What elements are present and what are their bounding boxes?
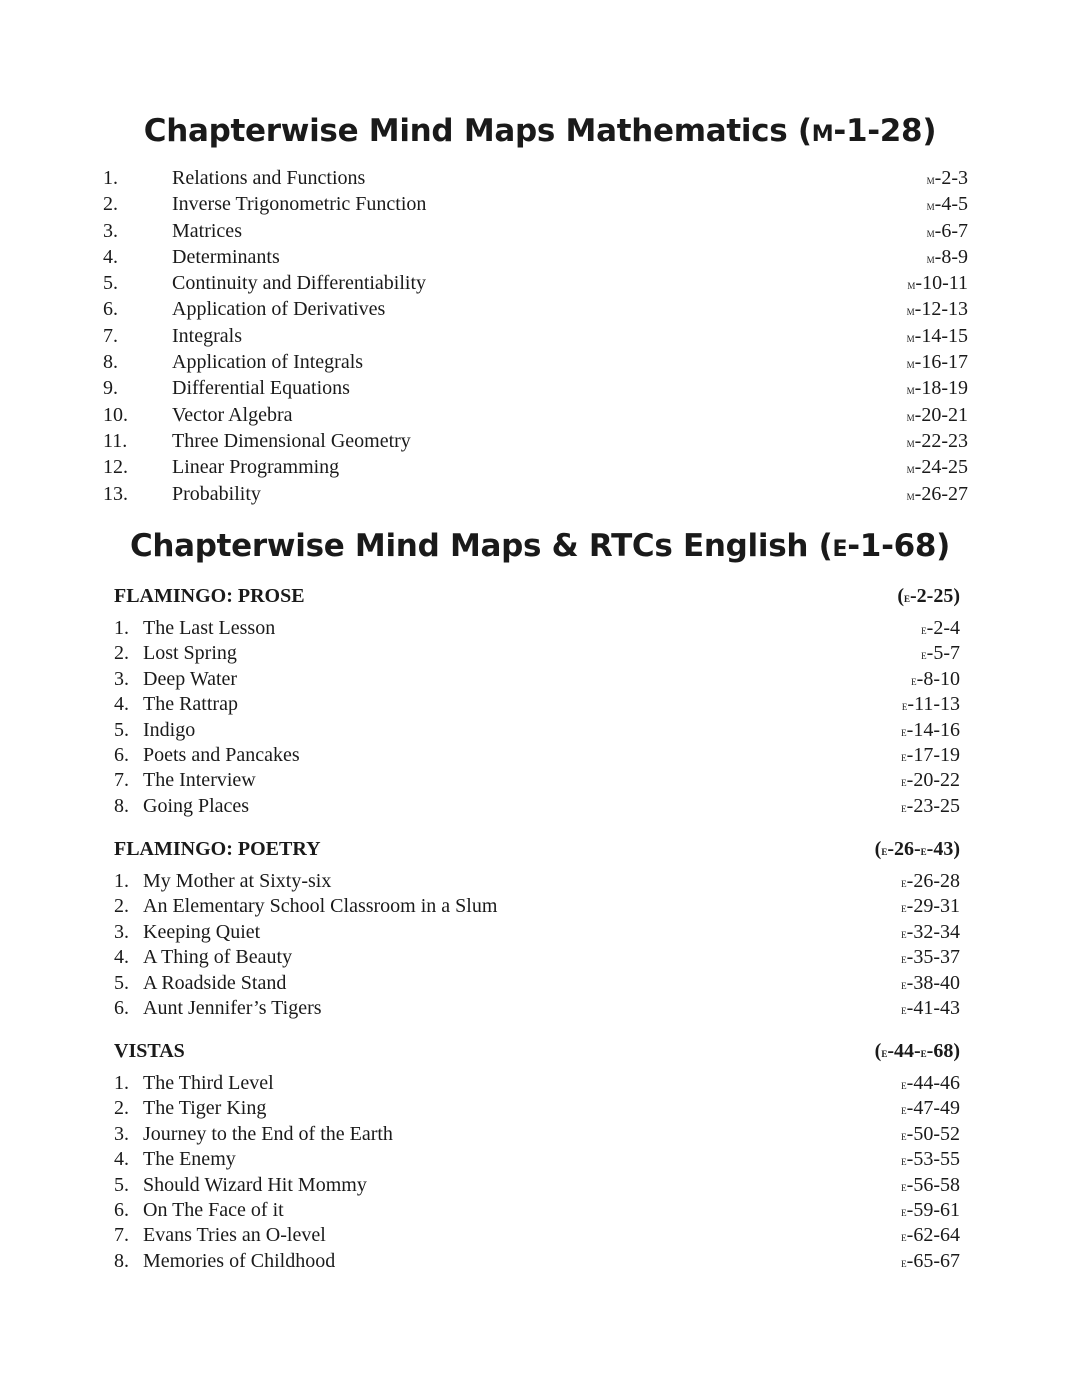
page-prefix: e — [901, 774, 907, 790]
chapter-number: 6. — [114, 1198, 129, 1221]
chapter-title: The Tiger King — [143, 1097, 267, 1120]
page-numbers: -20-22 — [906, 769, 960, 792]
page-range — [921, 641, 960, 667]
chapter-number: 8. — [114, 1249, 129, 1272]
page-prefix: e — [901, 799, 907, 815]
page-range — [901, 869, 960, 895]
english-section-prose — [114, 581, 960, 819]
page-prefix: e — [901, 900, 907, 916]
chapter-row — [103, 375, 968, 401]
page-range — [901, 1147, 960, 1173]
range-numbers: -68) — [926, 1040, 960, 1062]
chapter-row — [114, 616, 960, 641]
chapter-number: 1. — [103, 167, 118, 189]
chapter-number: 4. — [114, 693, 129, 716]
page-prefix: e — [911, 672, 917, 688]
chapter-row — [103, 454, 968, 480]
chapter-row — [114, 945, 960, 970]
page-numbers: -8-9 — [934, 245, 968, 268]
page-range — [902, 692, 960, 718]
page-prefix: e — [901, 1229, 907, 1245]
chapter-row — [103, 402, 968, 428]
page-numbers: -47-49 — [906, 1097, 960, 1120]
page-range — [907, 296, 968, 324]
section-title: FLAMINGO: PROSE — [114, 585, 305, 607]
page-range — [927, 191, 968, 219]
chapter-number: 9. — [103, 377, 118, 400]
chapter-row — [114, 794, 960, 819]
page-prefix: e — [901, 723, 907, 739]
range-prefix: e — [881, 1045, 888, 1060]
page-prefix: m — [907, 277, 916, 293]
english-section-poetry — [114, 834, 960, 1021]
chapter-number: 11. — [103, 429, 128, 452]
page-numbers: -6-7 — [934, 219, 968, 242]
page-range — [901, 1173, 960, 1199]
chapter-title: Three Dimensional Geometry — [172, 429, 411, 452]
chapter-row — [103, 244, 968, 270]
page-numbers: -20-21 — [914, 403, 968, 426]
chapter-title: Memories of Childhood — [143, 1249, 336, 1272]
page-prefix: e — [901, 1127, 907, 1143]
chapter-title: Going Places — [143, 794, 250, 817]
chapter-row — [114, 641, 960, 666]
chapter-title: The Last Lesson — [143, 617, 276, 639]
chapter-title: Relations and Functions — [172, 167, 366, 189]
chapter-title: Inverse Trigonometric Function — [172, 193, 427, 216]
page-prefix: m — [926, 224, 935, 240]
chapter-title: The Interview — [143, 769, 256, 792]
chapter-title: Indigo — [143, 718, 196, 741]
page-numbers: -32-34 — [906, 920, 960, 943]
chapter-row — [114, 1122, 960, 1147]
page-prefix: e — [901, 698, 908, 714]
chapter-row — [114, 1147, 960, 1172]
chapter-row — [103, 323, 968, 349]
page-prefix: e — [921, 622, 927, 637]
chapter-number: 12. — [103, 456, 128, 479]
chapter-row — [114, 920, 960, 945]
page-numbers: -26-28 — [906, 870, 960, 892]
chapter-row — [114, 869, 960, 894]
chapter-title: On The Face of it — [143, 1198, 284, 1221]
page-range — [907, 270, 968, 298]
chapter-row — [114, 1223, 960, 1248]
chapter-number: 1. — [114, 870, 129, 892]
chapter-number: 10. — [103, 403, 128, 426]
chapter-title: Evans Tries an O-level — [143, 1224, 326, 1247]
page-numbers: -4-5 — [934, 193, 968, 216]
english-section-vistas — [114, 1036, 960, 1274]
chapter-title: My Mother at Sixty-six — [143, 870, 332, 892]
range-open: ( — [874, 838, 882, 860]
english-heading-title: Chapterwise Mind Maps & RTCs English — [129, 528, 809, 564]
page-prefix: e — [901, 748, 907, 764]
page-prefix: e — [901, 1254, 907, 1270]
chapter-title: A Roadside Stand — [143, 971, 287, 994]
chapter-title: Determinants — [172, 245, 280, 268]
chapter-number: 4. — [114, 946, 129, 969]
chapter-row — [103, 270, 968, 296]
range-open: ( — [897, 585, 904, 607]
chapter-title: The Rattrap — [143, 693, 238, 716]
chapter-title: Poets and Pancakes — [143, 743, 300, 766]
chapter-number: 2. — [114, 895, 129, 918]
chapter-title: Continuity and Differentiability — [172, 272, 427, 295]
page-numbers: -16-17 — [914, 351, 968, 374]
chapter-row — [114, 1198, 960, 1223]
page-prefix: e — [921, 647, 927, 663]
page-range — [907, 454, 968, 482]
page-range — [927, 244, 968, 272]
page-range — [907, 428, 968, 456]
page-prefix: m — [906, 408, 915, 424]
page-range — [901, 1198, 960, 1224]
chapter-title: Lost Spring — [143, 642, 237, 665]
chapter-title: Application of Derivatives — [172, 298, 386, 321]
page-numbers: -62-64 — [906, 1224, 960, 1247]
chapter-row — [103, 165, 968, 191]
chapter-title: Aunt Jennifer’s Tigers — [143, 996, 322, 1019]
page-prefix: m — [906, 329, 915, 345]
chapter-number: 5. — [114, 718, 129, 741]
chapter-title: Matrices — [172, 219, 242, 242]
range-numbers: -26- — [887, 838, 921, 860]
chapter-title: An Elementary School Classroom in a Slum — [143, 895, 498, 918]
page-numbers: -22-23 — [914, 429, 968, 452]
page-range — [901, 794, 960, 820]
chapter-number: 4. — [103, 245, 118, 268]
chapter-title: Keeping Quiet — [143, 920, 261, 943]
english-heading-range: (e-1-68) — [818, 528, 951, 564]
chapter-row — [114, 1173, 960, 1198]
chapter-number: 5. — [114, 971, 129, 994]
page-numbers: -53-55 — [906, 1148, 960, 1171]
page-numbers: -26-27 — [914, 482, 968, 505]
chapter-row — [114, 1071, 960, 1096]
chapter-number: 6. — [114, 996, 129, 1019]
chapter-row — [114, 667, 960, 692]
page-numbers: -2-4 — [926, 617, 960, 639]
math-chapter-list — [103, 165, 968, 507]
page-prefix: e — [901, 1001, 907, 1017]
page-numbers: -41-43 — [906, 996, 960, 1019]
page-numbers: -59-61 — [906, 1198, 960, 1221]
chapter-row — [114, 718, 960, 743]
page-numbers: -35-37 — [906, 946, 960, 969]
page-range — [927, 165, 968, 193]
chapter-title: Application of Integrals — [172, 351, 364, 374]
chapter-number: 2. — [103, 193, 118, 216]
page-numbers: -18-19 — [914, 377, 968, 400]
range-prefix: e — [920, 843, 927, 858]
chapter-row — [103, 349, 968, 375]
chapter-row — [114, 996, 960, 1021]
page-range — [907, 481, 968, 509]
chapter-title: Vector Algebra — [172, 403, 293, 426]
page-numbers: -24-25 — [914, 456, 968, 479]
page-numbers: -29-31 — [906, 895, 960, 918]
page-numbers: -44-46 — [906, 1072, 960, 1094]
page-range — [901, 718, 960, 744]
page-prefix: m — [906, 356, 915, 372]
page-range — [901, 1249, 960, 1275]
page-numbers: -38-40 — [906, 971, 960, 994]
section-title: FLAMINGO: POETRY — [114, 838, 321, 860]
page-prefix: m — [906, 461, 915, 477]
english-heading — [0, 528, 1080, 564]
chapter-number: 4. — [114, 1148, 129, 1171]
chapter-number: 5. — [114, 1173, 129, 1196]
range-numbers: -44- — [887, 1040, 921, 1062]
range-open: ( — [874, 1040, 882, 1062]
page-range — [907, 375, 968, 403]
page-prefix: e — [901, 976, 907, 992]
page-prefix: e — [901, 1178, 907, 1194]
range-prefix: e — [920, 1045, 927, 1060]
page-range — [901, 743, 960, 769]
chapter-row — [103, 428, 968, 454]
page-prefix: m — [926, 172, 935, 187]
page-range — [901, 971, 960, 997]
chapter-number: 3. — [114, 920, 129, 943]
page-prefix: m — [906, 487, 915, 503]
page-numbers: -56-58 — [906, 1173, 960, 1196]
page-prefix: e — [901, 1153, 907, 1169]
page-prefix: e — [901, 951, 907, 967]
page-range — [901, 768, 960, 794]
chapter-title: The Enemy — [143, 1148, 236, 1171]
page-range — [901, 996, 960, 1022]
chapter-title: Probability — [172, 482, 261, 505]
page-range — [901, 920, 960, 946]
page-range — [901, 945, 960, 971]
range-prefix: e — [904, 590, 911, 605]
chapter-title: Integrals — [172, 324, 242, 347]
chapter-row — [103, 296, 968, 322]
chapter-number: 6. — [114, 743, 129, 766]
page-numbers: -10-11 — [915, 272, 968, 295]
page-prefix: e — [901, 1102, 907, 1118]
chapter-title: Differential Equations — [172, 377, 350, 400]
page-range — [927, 218, 968, 246]
chapter-number: 8. — [103, 351, 118, 374]
section-header — [114, 1036, 960, 1066]
page-numbers: -2-3 — [934, 167, 968, 189]
page-prefix: m — [906, 434, 915, 450]
range-numbers: -2-25) — [910, 585, 960, 607]
chapter-number: 3. — [103, 219, 118, 242]
page-prefix: e — [901, 1077, 907, 1092]
page-range — [901, 1071, 960, 1097]
page-range — [901, 1122, 960, 1148]
chapter-row — [114, 1096, 960, 1121]
page-numbers: -12-13 — [914, 298, 968, 321]
chapter-title: A Thing of Beauty — [143, 946, 293, 969]
math-heading-range: (m-1-28) — [797, 113, 937, 149]
page-prefix: m — [926, 250, 935, 266]
chapter-title: Journey to the End of the Earth — [143, 1122, 393, 1145]
chapter-number: 3. — [114, 1122, 129, 1145]
chapter-number: 5. — [103, 272, 118, 295]
page-numbers: -8-10 — [916, 667, 960, 690]
section-page-range — [875, 1036, 960, 1068]
chapter-row — [114, 768, 960, 793]
page-range — [911, 667, 960, 693]
range-prefix: e — [881, 843, 888, 858]
chapter-row — [114, 743, 960, 768]
chapter-number: 7. — [103, 324, 118, 347]
page-prefix: m — [906, 382, 915, 398]
math-heading — [0, 113, 1080, 149]
chapter-title: Should Wizard Hit Mommy — [143, 1173, 367, 1196]
page-prefix: m — [906, 303, 915, 319]
page-range — [901, 1096, 960, 1122]
chapter-row — [114, 894, 960, 919]
chapter-row — [114, 971, 960, 996]
page-numbers: -50-52 — [906, 1122, 960, 1145]
chapter-number: 3. — [114, 667, 129, 690]
page-range — [907, 349, 968, 377]
page-prefix: e — [901, 925, 907, 941]
chapter-number: 2. — [114, 1097, 129, 1120]
chapter-number: 1. — [114, 617, 129, 639]
chapter-title: The Third Level — [143, 1072, 274, 1094]
page-range — [907, 402, 968, 430]
chapter-number: 6. — [103, 298, 118, 321]
chapter-number: 13. — [103, 482, 128, 505]
page-prefix: m — [926, 198, 935, 214]
page-numbers: -23-25 — [906, 794, 960, 817]
chapter-title: Linear Programming — [172, 456, 340, 479]
page-numbers: -5-7 — [926, 642, 960, 665]
section-page-range — [875, 834, 960, 866]
page-numbers: -17-19 — [906, 743, 960, 766]
page-numbers: -11-13 — [907, 693, 960, 716]
section-header — [114, 834, 960, 864]
page-prefix: e — [901, 1203, 907, 1219]
page-numbers: -14-16 — [906, 718, 960, 741]
math-heading-title: Chapterwise Mind Maps Mathematics — [143, 113, 788, 149]
chapter-row — [114, 1249, 960, 1274]
chapter-row — [103, 191, 968, 217]
page-range — [901, 894, 960, 920]
section-header — [114, 581, 960, 611]
section-title: VISTAS — [114, 1040, 185, 1062]
section-page-range — [897, 581, 960, 613]
page-prefix: e — [901, 875, 907, 890]
chapter-number: 7. — [114, 769, 129, 792]
page-range — [901, 1223, 960, 1249]
page-numbers: -14-15 — [914, 324, 968, 347]
chapter-row — [103, 481, 968, 507]
chapter-number: 1. — [114, 1072, 129, 1094]
chapter-number: 8. — [114, 794, 129, 817]
chapter-title: Deep Water — [143, 667, 238, 690]
page-range — [907, 323, 968, 351]
page-range — [921, 616, 960, 642]
chapter-number: 7. — [114, 1224, 129, 1247]
page-numbers: -65-67 — [906, 1249, 960, 1272]
chapter-number: 2. — [114, 642, 129, 665]
chapter-row — [114, 692, 960, 717]
chapter-row — [103, 218, 968, 244]
range-numbers: -43) — [926, 838, 960, 860]
